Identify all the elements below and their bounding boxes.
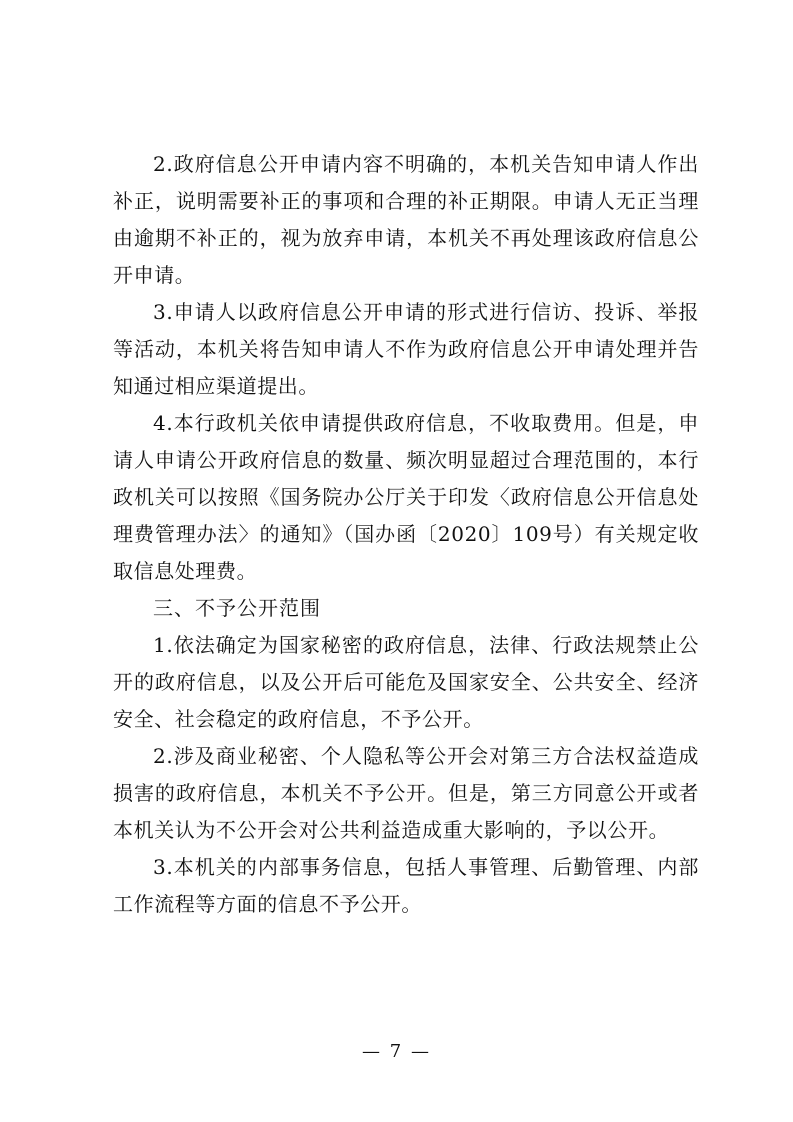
paragraph-internal-affairs: 3.本机关的内部事务信息，包括人事管理、后勤管理、内部工作流程等方面的信息不予公开。 bbox=[113, 855, 699, 916]
section-heading-non-disclosure-scope: 三、不予公开范围 bbox=[153, 596, 321, 620]
page-number: — 7 — bbox=[362, 1041, 431, 1062]
paragraph-supplement-request: 2.政府信息公开申请内容不明确的，本机关告知申请人作出补正，说明需要补正的事项和合理的补正期限。申请人无正当理由逾期不补正的，视为放弃申请，本机关不再处理该政府信息公开申请。 bbox=[113, 152, 699, 287]
paragraph-processing-fee: 4.本行政机关依申请提供政府信息，不收取费用。但是，申请人申请公开政府信息的数量、频次明显超过合理范围的，本行政机关可以按照《国务院办公厅关于印发〈政府信息公开信息处理费管理办法〉的通知》（国办函〔2020〕109号）有关规定收取信息处理费。 bbox=[113, 411, 699, 583]
paragraph-state-secrets: 1.依法确定为国家秘密的政府信息，法律、行政法规禁止公开的政府信息，以及公开后可能危及国家安全、公共安全、经济安全、社会稳定的政府信息，不予公开。 bbox=[113, 633, 699, 731]
paragraph-petition-handling: 3.申请人以政府信息公开申请的形式进行信访、投诉、举报等活动，本机关将告知申请人不作为政府信息公开申请处理并告知通过相应渠道提出。 bbox=[113, 300, 699, 398]
paragraph-trade-secrets-privacy: 2.涉及商业秘密、个人隐私等公开会对第三方合法权益造成损害的政府信息，本机关不予公开。但是，第三方同意公开或者本机关认为不公开会对公共利益造成重大影响的，予以公开。 bbox=[113, 744, 699, 842]
document-body bbox=[113, 146, 699, 923]
